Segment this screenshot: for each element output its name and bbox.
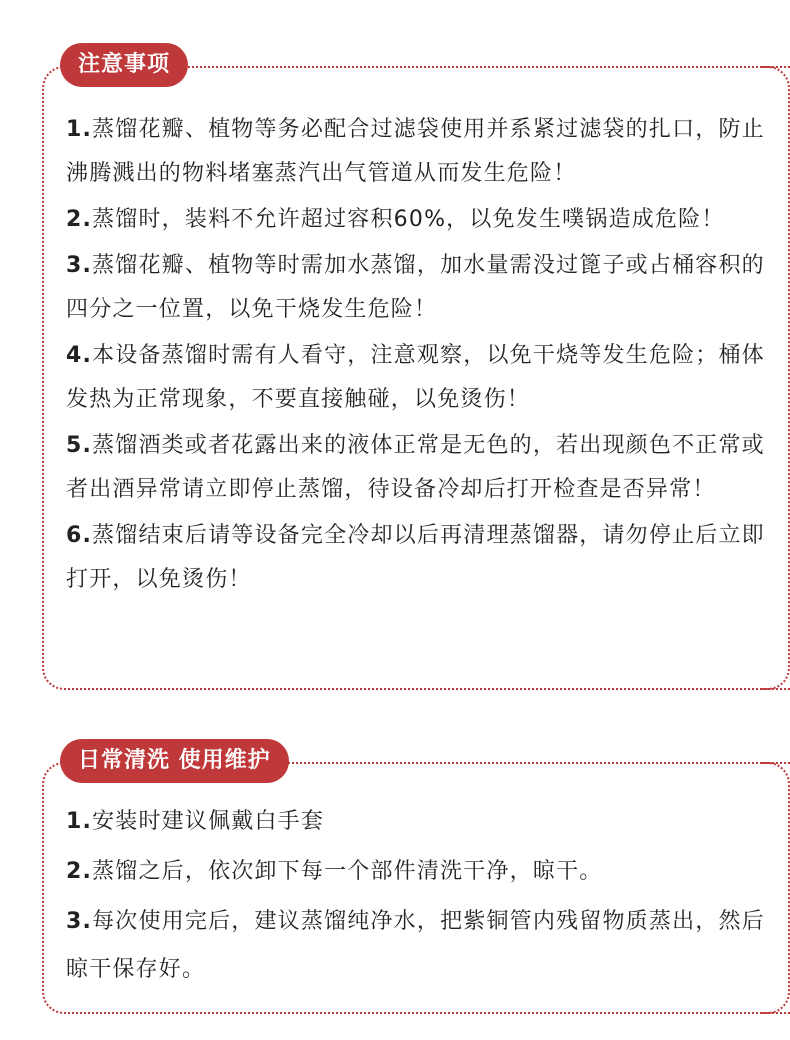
list-item (66, 198, 772, 242)
list-item (66, 798, 772, 846)
list-item (66, 848, 772, 896)
list-item (66, 424, 772, 512)
item-text: 安装时建议佩戴白手套 (92, 809, 325, 834)
maintenance-list (66, 798, 772, 996)
item-text: 本设备蒸馏时需有人看守，注意观察，以免干烧等发生危险；桶体发热为正常现象，不要直接触碰，以免烫伤！ (66, 343, 765, 412)
list-item (66, 244, 772, 332)
list-item (66, 108, 772, 196)
item-number: 1. (66, 809, 93, 834)
list-item (66, 514, 772, 602)
item-number: 5. (66, 433, 93, 458)
item-text: 蒸馏结束后请等设备完全冷却以后再清理蒸馏器，请勿停止后立即打开，以免烫伤！ (66, 523, 765, 592)
item-text: 蒸馏酒类或者花露出来的液体正常是无色的，若出现颜色不正常或者出酒异常请立即停止蒸馏，待设备冷却后打开检查是否异常！ (66, 433, 765, 502)
list-item (66, 898, 772, 994)
item-number: 4. (66, 343, 93, 368)
notice-title: 注意事项 (60, 43, 188, 87)
item-number: 2. (66, 859, 93, 884)
maintenance-title: 日常清洗 使用维护 (60, 739, 289, 783)
notice-section (42, 40, 790, 690)
list-item (66, 334, 772, 422)
maintenance-section (42, 736, 790, 1014)
item-number: 2. (66, 207, 93, 232)
item-text: 蒸馏花瓣、植物等务必配合过滤袋使用并系紧过滤袋的扎口，防止沸腾溅出的物料堵塞蒸汽出气管道从而发生危险！ (66, 117, 765, 186)
notice-list (66, 108, 772, 604)
item-text: 蒸馏之后，依次卸下每一个部件清洗干净，晾干。 (92, 859, 603, 884)
item-text: 蒸馏时，装料不允许超过容积60%，以免发生噗锅造成危险！ (92, 207, 725, 232)
item-text: 每次使用完后，建议蒸馏纯净水，把紫铜管内残留物质蒸出，然后晾干保存好。 (66, 909, 765, 982)
item-number: 6. (66, 523, 93, 548)
item-number: 3. (66, 253, 93, 278)
item-text: 蒸馏花瓣、植物等时需加水蒸馏，加水量需没过篦子或占桶容积的四分之一位置，以免干烧发生危险！ (66, 253, 765, 322)
item-number: 3. (66, 909, 93, 934)
item-number: 1. (66, 117, 93, 142)
